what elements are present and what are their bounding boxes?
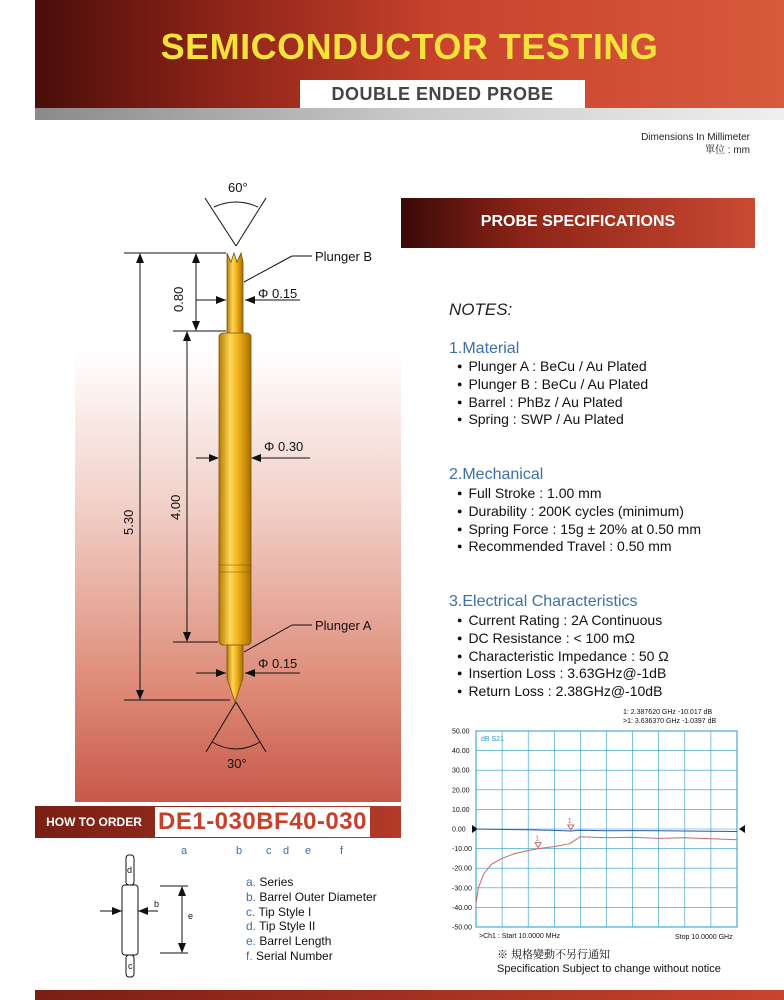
order-code: DE1-030BF40-030 [158, 808, 367, 835]
plunger-b-label: Plunger B [315, 249, 373, 264]
top-diameter-label: Φ 0.15 [258, 286, 298, 301]
mini-label-c: c [128, 961, 133, 971]
code-letter-c: c [266, 845, 272, 857]
barrel-diameter-label: Φ 0.30 [264, 439, 304, 454]
chart-start-label: >Ch1 : Start 10.0000 MHz [479, 933, 561, 940]
section-mechanical-title: 2.Mechanical [449, 466, 544, 483]
change-notice-en: Specification Subject to change without notice [497, 963, 721, 975]
code-letter-d: d [283, 845, 290, 857]
chart-grid [476, 731, 737, 927]
list-item: ● Characteristic Impedance : 50 Ω [457, 648, 669, 666]
chart-y-tick-label: 10.00 [452, 806, 470, 814]
legend-item: e. Barrel Length [246, 934, 332, 949]
total-length-label: 5.30 [121, 509, 136, 535]
list-item: ● DC Resistance : < 100 mΩ [457, 630, 669, 648]
list-item: ● Durability : 200K cycles (minimum) [457, 503, 701, 521]
chart-y-tick-label: -50.00 [452, 924, 472, 932]
chart-marker-2-label: 1 [567, 818, 572, 826]
order-legend [246, 875, 377, 964]
change-notice-cn: ※ 規格變動不另行通知 [497, 949, 611, 961]
change-notice [497, 948, 721, 976]
chart-y-tick-label: -20.00 [452, 865, 472, 873]
bottom-diameter-label: Φ 0.15 [258, 656, 298, 671]
legend-item: b. Barrel Outer Diameter [246, 889, 377, 904]
chart-y-tick-label: 40.00 [452, 748, 470, 756]
units-line-en: Dimensions In Millimeter [641, 132, 750, 143]
code-letter-f: f [340, 845, 344, 857]
list-item: ● Recommended Travel : 0.50 mm [457, 538, 701, 556]
section-material-title: 1.Material [449, 340, 520, 357]
chart-ref-arrow-right [739, 825, 745, 833]
marker-readout-1: 1: 2.387620 GHz -10.017 dB [623, 709, 713, 716]
chart-y-tick-label: 20.00 [452, 787, 470, 795]
chart-y-tick-label: 0.00 [452, 826, 466, 834]
chart-y-tick-label: -40.00 [452, 904, 472, 912]
page-title: SEMICONDUCTOR TESTING [160, 26, 659, 67]
legend-item: f. Serial Number [246, 948, 333, 963]
notes-label: NOTES: [449, 300, 513, 319]
legend-item: d. Tip Style II [246, 919, 316, 934]
chart-y-tick-label: -30.00 [452, 885, 472, 893]
tip-length-label: 0.80 [171, 286, 186, 312]
footer-bar [35, 990, 784, 1000]
code-letter-a: a [181, 845, 188, 857]
chart-y-tick-label: 50.00 [452, 728, 470, 736]
mini-label-b: b [154, 899, 160, 909]
legend-item: c. Tip Style I [246, 904, 312, 919]
list-item: ● Plunger A : BeCu / Au Plated [457, 358, 648, 376]
chart-title: dB S21 [481, 736, 504, 743]
mini-label-e: e [188, 911, 194, 921]
list-item: ● Barrel : PhBz / Au Plated [457, 394, 648, 412]
chart-stop-label: Stop 10.0000 GHz [675, 934, 733, 941]
page-subtitle: DOUBLE ENDED PROBE [331, 84, 554, 104]
code-letter-b: b [236, 845, 243, 857]
legend-item: a. Series [246, 875, 294, 889]
list-item: ● Plunger B : BeCu / Au Plated [457, 376, 648, 394]
chart-y-tick-label: -10.00 [452, 846, 472, 854]
section-electrical-title: 3.Electrical Characteristics [449, 593, 638, 610]
mini-label-d: d [127, 865, 133, 875]
order-label: HOW TO ORDER [46, 815, 142, 829]
list-item: ● Spring : SWP / Au Plated [457, 411, 648, 429]
bottom-angle-label: 30° [227, 756, 247, 771]
units-line-cn: 單位 : mm [705, 145, 750, 156]
marker-readout-2: >1: 3.636370 GHz -1.0397 dB [623, 718, 717, 725]
list-item: ● Full Stroke : 1.00 mm [457, 485, 701, 503]
chart-marker-1-label: 1 [535, 835, 540, 843]
list-item: ● Spring Force : 15g ± 20% at 0.50 mm [457, 521, 701, 539]
plunger-a-label: Plunger A [315, 618, 372, 633]
list-item: ● Return Loss : 2.38GHz@-10dB [457, 683, 669, 701]
list-item: ● Insertion Loss : 3.63GHz@-1dB [457, 665, 669, 683]
spec-header-label: PROBE SPECIFICATIONS [480, 213, 676, 230]
top-angle-label: 60° [228, 180, 248, 195]
barrel-length-label: 4.00 [168, 494, 183, 520]
code-letter-e: e [305, 845, 312, 857]
list-item: ● Current Rating : 2A Continuous [457, 612, 669, 630]
chart-y-tick-label: 30.00 [452, 767, 470, 775]
